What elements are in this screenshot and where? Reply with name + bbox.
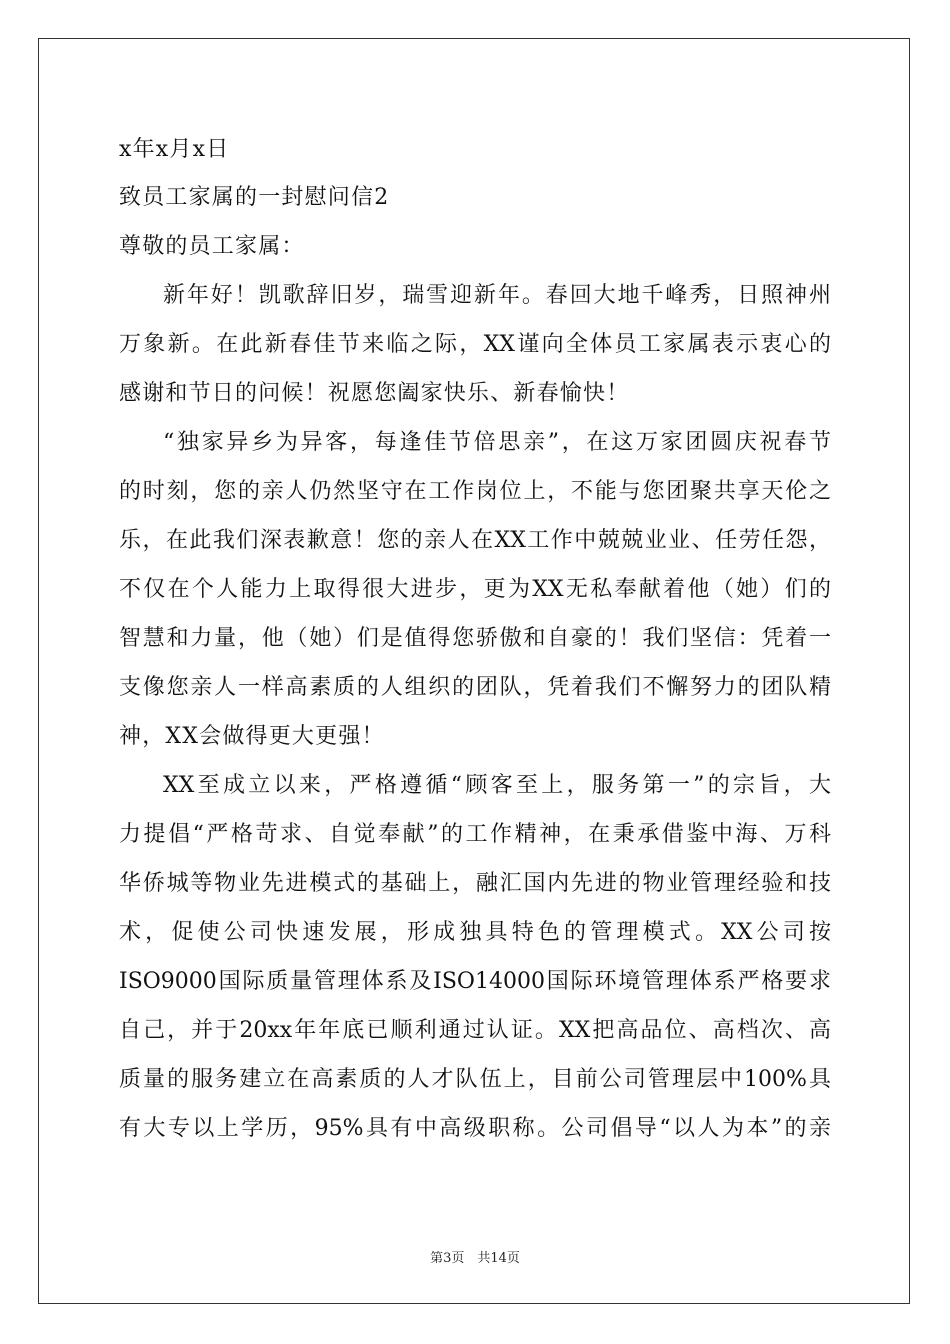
- paragraph-3-line-4: 术，促使公司快速发展，形成独具特色的管理模式。XX公司按: [119, 920, 831, 945]
- paragraph-2-line-2: 的时刻，您的亲人仍然坚守在工作岗位上，不能与您团聚共享天伦之: [119, 479, 831, 504]
- paragraph-2-line-5: 智慧和力量，他（她）们是值得您骄傲和自豪的！我们坚信：凭着一: [119, 626, 831, 651]
- paragraph-3-line-6: 自己，并于20xx年年底已顺利通过认证。XX把高品位、高档次、高: [119, 1018, 831, 1043]
- paragraph-3-line-1: XX至成立以来，严格遵循“顾客至上，服务第一”的宗旨，大: [163, 773, 831, 798]
- paragraph-3-line-2: 力提倡“严格苛求、自觉奉献”的工作精神，在秉承借鉴中海、万科: [119, 822, 831, 847]
- paragraph-1-line-3: 感谢和节日的问候！祝愿您阖家快乐、新春愉快！: [119, 381, 630, 406]
- paragraph-2-line-3: 乐，在此我们深表歉意！您的亲人在XX工作中兢兢业业、任劳任怨，: [119, 528, 831, 553]
- paragraph-1-line-2: 万象新。在此新春佳节来临之际，XX谨向全体员工家属表示衷心的: [119, 332, 831, 357]
- paragraph-2-line-6: 支像您亲人一样高素质的人组织的团队，凭着我们不懈努力的团队精: [119, 675, 831, 700]
- paragraph-3-line-8: 有大专以上学历，95%具有中高级职称。公司倡导“以人为本”的亲: [119, 1116, 831, 1141]
- salutation: 尊敬的员工家属：: [119, 234, 305, 259]
- paragraph-3-line-5: ISO9000国际质量管理体系及ISO14000国际环境管理体系严格要求: [119, 969, 831, 994]
- paragraph-2-line-1: “独家异乡为异客，每逢佳节倍思亲”，在这万家团圆庆祝春节: [163, 430, 831, 455]
- paragraph-2-line-4: 不仅在个人能力上取得很大进步，更为XX无私奉献着他（她）们的: [119, 577, 831, 602]
- paragraph-1-line-1: 新年好！凯歌辞旧岁，瑞雪迎新年。春回大地千峰秀，日照神州: [163, 283, 831, 308]
- paragraph-3-line-3: 华侨城等物业先进模式的基础上，融汇国内先进的物业管理经验和技: [119, 871, 831, 896]
- date-line: x年x月x日: [119, 137, 230, 162]
- letter-title: 致员工家属的一封慰问信2: [119, 185, 390, 210]
- paragraph-3-line-7: 质量的服务建立在高素质的人才队伍上，目前公司管理层中100%具: [119, 1067, 831, 1092]
- page-number-footer: 第3页 共14页: [430, 1251, 520, 1266]
- paragraph-2-line-7: 神，XX会做得更大更强！: [119, 724, 385, 749]
